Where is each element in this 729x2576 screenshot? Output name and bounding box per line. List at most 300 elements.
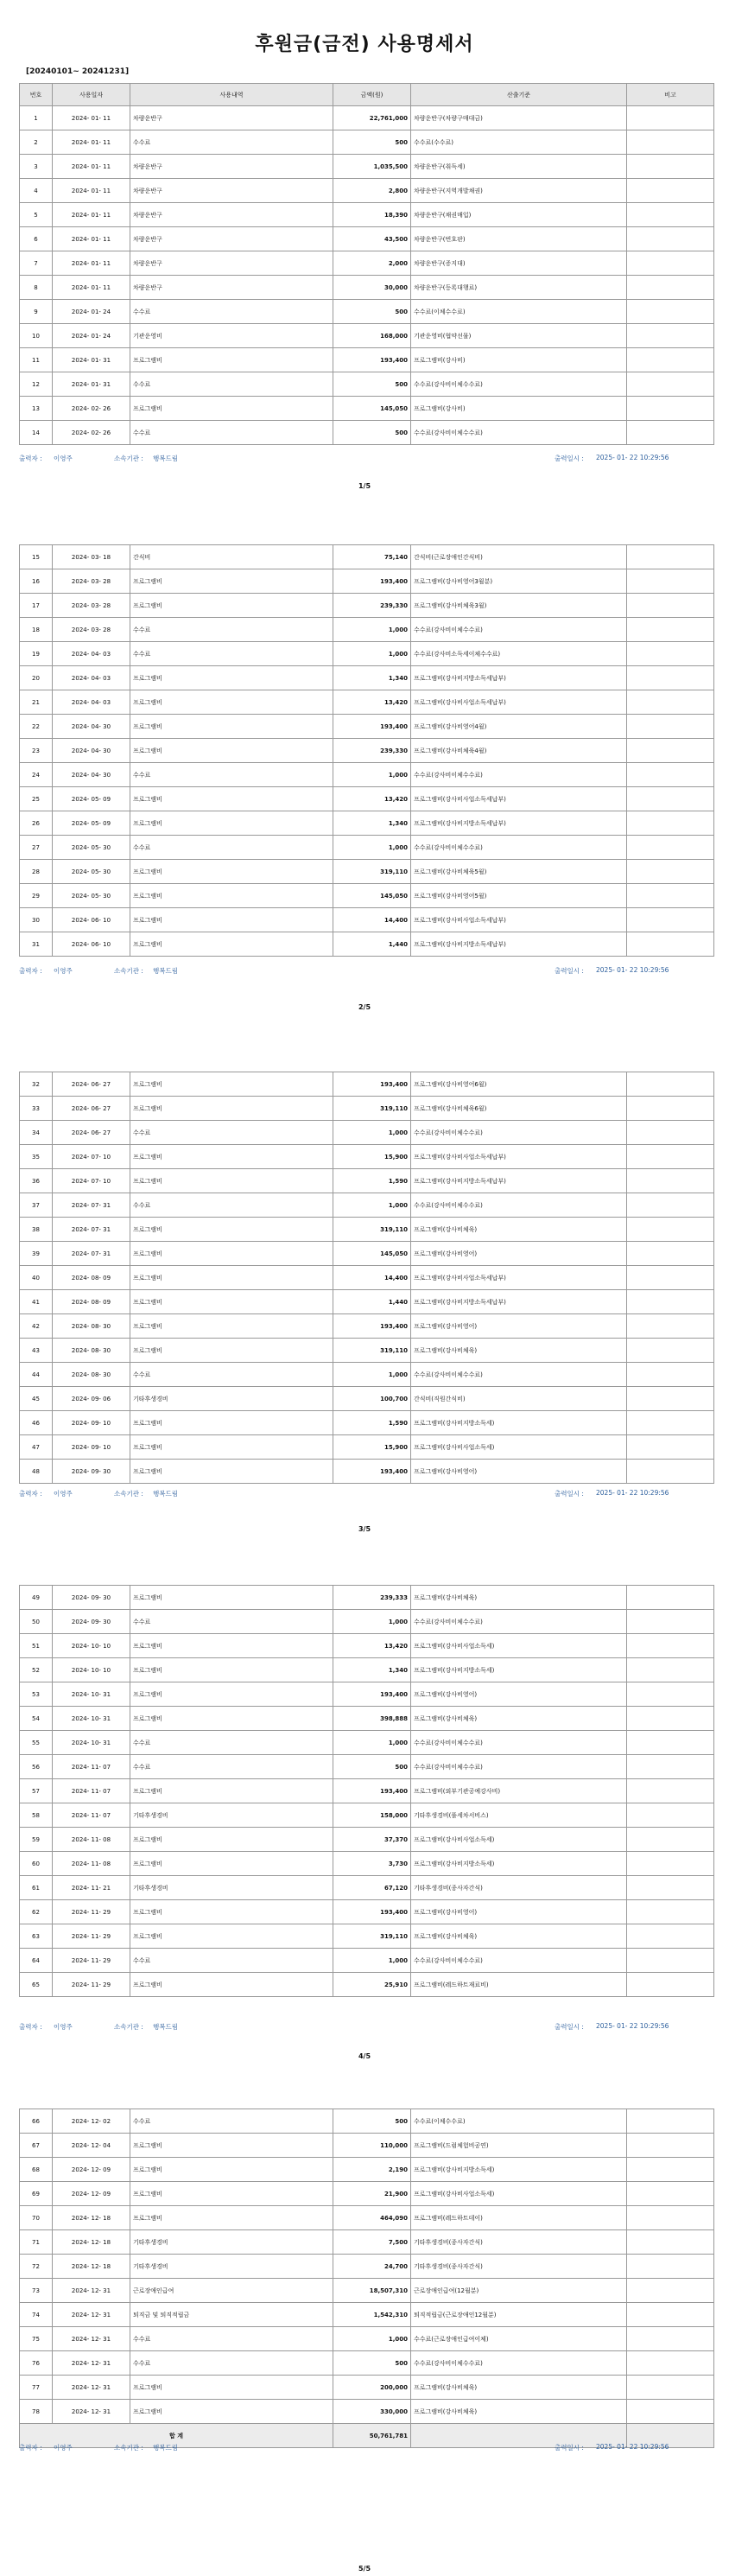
table-cell: 수수료(강사비이체수수료): [411, 1121, 627, 1145]
column-header: 비고: [627, 84, 714, 106]
table-row: [20, 1072, 714, 1097]
table-cell: 2024- 08- 09: [53, 1290, 130, 1314]
table-cell: 수수료(강사비이체수수료): [411, 421, 627, 445]
table-cell: 간식비(직원간식비): [411, 1387, 627, 1411]
table-cell: 30,000: [333, 276, 411, 300]
table-cell: 프로그램비(외부기관공예강사비): [411, 1779, 627, 1803]
printed-datetime: 2025- 01- 22 10:29:56: [596, 1489, 669, 1497]
table-cell: 차량운반구(차량구매대금): [411, 106, 627, 130]
table-cell: 수수료(근로장애인급여이체): [411, 2327, 627, 2351]
table-cell: 25: [20, 787, 53, 811]
expense-table-page-2: [19, 544, 714, 957]
table-cell: 1,542,310: [333, 2303, 411, 2327]
table-row: [20, 1586, 714, 1610]
table-row: [20, 2303, 714, 2327]
table-cell: 프로그램비(드럼체험비공연): [411, 2134, 627, 2158]
table-cell: 64: [20, 1949, 53, 1973]
table-cell: [627, 1803, 714, 1828]
creator-name: 이영주: [54, 455, 73, 462]
table-cell: 62: [20, 1900, 53, 1924]
table-cell: 프로그램비: [130, 690, 333, 715]
table-cell: 프로그램비: [130, 1145, 333, 1169]
table-cell: 52: [20, 1658, 53, 1682]
table-cell: 1,440: [333, 932, 411, 957]
table-cell: 2024- 09- 10: [53, 1411, 130, 1435]
table-cell: 193,400: [333, 1900, 411, 1924]
table-row: [20, 1121, 714, 1145]
table-row: [20, 932, 714, 957]
table-cell: [627, 1755, 714, 1779]
table-cell: 319,110: [333, 1924, 411, 1949]
table-cell: 21: [20, 690, 53, 715]
table-cell: [627, 1707, 714, 1731]
table-cell: 2024- 05- 09: [53, 811, 130, 836]
table-cell: 프로그램비: [130, 1242, 333, 1266]
table-cell: 2024- 01- 11: [53, 130, 130, 155]
table-cell: 프로그램비: [130, 1411, 333, 1435]
table-cell: 319,110: [333, 1097, 411, 1121]
table-cell: 2024- 12- 31: [53, 2376, 130, 2400]
creator-name: 이영주: [54, 2023, 73, 2031]
table-row: [20, 1900, 714, 1924]
table-row: [20, 739, 714, 763]
table-cell: 15,900: [333, 1145, 411, 1169]
table-cell: 45: [20, 1387, 53, 1411]
table-cell: 프로그램비(강사비체육): [411, 2376, 627, 2400]
table-cell: 19: [20, 642, 53, 666]
table-cell: 319,110: [333, 1218, 411, 1242]
printed-datetime: 2025- 01- 22 10:29:56: [596, 454, 669, 461]
table-cell: 프로그램비(강사비영어): [411, 1682, 627, 1707]
table-cell: [627, 324, 714, 348]
printed-label: 출력일시 :: [555, 1490, 584, 1498]
table-cell: 22,761,000: [333, 106, 411, 130]
table-cell: 프로그램비: [130, 1779, 333, 1803]
org-label: 소속기관 :: [114, 967, 143, 975]
table-cell: 프로그램비: [130, 739, 333, 763]
table-cell: 61: [20, 1876, 53, 1900]
table-cell: 2024- 09- 30: [53, 1610, 130, 1634]
table-row: [20, 155, 714, 179]
table-row: [20, 860, 714, 884]
table-row: [20, 2255, 714, 2279]
table-cell: 프로그램비: [130, 811, 333, 836]
page-number: 1/5: [358, 482, 371, 490]
table-cell: 수수료: [130, 2109, 333, 2134]
table-cell: [627, 1266, 714, 1290]
table-cell: 프로그램비(강사비사업소득세): [411, 1634, 627, 1658]
table-cell: 프로그램비(강사비사업소득세납부): [411, 1145, 627, 1169]
table-row: [20, 1731, 714, 1755]
table-cell: [627, 569, 714, 594]
table-cell: 69: [20, 2182, 53, 2206]
table-cell: 프로그램비: [130, 932, 333, 957]
table-cell: [627, 2255, 714, 2279]
table-cell: 26: [20, 811, 53, 836]
table-cell: 1,000: [333, 1610, 411, 1634]
table-cell: 프로그램비(강사비지방소득세): [411, 1411, 627, 1435]
table-cell: [627, 203, 714, 227]
table-cell: 23: [20, 739, 53, 763]
table-cell: 2024- 12- 31: [53, 2351, 130, 2376]
table-row: [20, 715, 714, 739]
table-cell: 수수료: [130, 1949, 333, 1973]
table-cell: 2024- 06- 27: [53, 1121, 130, 1145]
table-cell: 2024- 09- 30: [53, 1586, 130, 1610]
org-name: 행복드림: [153, 967, 178, 975]
table-cell: 퇴직금 및 퇴직적립금: [130, 2303, 333, 2327]
org-label: 소속기관 :: [114, 2444, 143, 2452]
table-cell: [627, 1634, 714, 1658]
table-cell: 193,400: [333, 569, 411, 594]
table-cell: 500: [333, 2351, 411, 2376]
table-cell: 수수료(강사비이체수수료): [411, 1363, 627, 1387]
creator-label: 출력자 :: [19, 2023, 42, 2031]
table-cell: 프로그램비: [130, 1828, 333, 1852]
table-cell: 500: [333, 2109, 411, 2134]
table-row: [20, 227, 714, 251]
table-cell: 49: [20, 1586, 53, 1610]
table-cell: [627, 1731, 714, 1755]
table-cell: 1,000: [333, 618, 411, 642]
table-cell: 3: [20, 155, 53, 179]
table-row: [20, 1610, 714, 1634]
table-cell: 프로그램비(강사비지방소득세납부): [411, 666, 627, 690]
table-cell: 2: [20, 130, 53, 155]
table-row: [20, 618, 714, 642]
table-cell: 프로그램비(강사비영어): [411, 1460, 627, 1484]
table-cell: 프로그램비: [130, 666, 333, 690]
table-cell: [627, 1779, 714, 1803]
table-cell: 수수료(강사비이체수수료): [411, 763, 627, 787]
table-row: [20, 1242, 714, 1266]
table-cell: 18,390: [333, 203, 411, 227]
table-cell: 11: [20, 348, 53, 372]
table-cell: 차량운반구(번호판): [411, 227, 627, 251]
table-cell: [627, 397, 714, 421]
table-cell: 수수료: [130, 618, 333, 642]
table-cell: 프로그램비(강사비지방소득세): [411, 1658, 627, 1682]
table-cell: 68: [20, 2158, 53, 2182]
table-cell: 차량운반구: [130, 251, 333, 276]
table-cell: 프로그램비: [130, 1290, 333, 1314]
table-cell: 18: [20, 618, 53, 642]
table-cell: 22: [20, 715, 53, 739]
column-header: 사용내역: [130, 84, 333, 106]
table-cell: 18,507,310: [333, 2279, 411, 2303]
document-title: 후원금(금전) 사용명세서: [255, 34, 474, 55]
printed-label: 출력일시 :: [555, 2444, 584, 2452]
table-cell: 24: [20, 763, 53, 787]
table-row: [20, 1145, 714, 1169]
table-cell: 145,050: [333, 884, 411, 908]
table-cell: 간식비(근로장애인간식비): [411, 545, 627, 569]
table-cell: 13: [20, 397, 53, 421]
table-cell: 1,000: [333, 836, 411, 860]
table-cell: 차량운반구: [130, 179, 333, 203]
table-cell: 2024- 01- 11: [53, 155, 130, 179]
table-cell: 수수료(강사비이체수수료): [411, 372, 627, 397]
table-cell: 56: [20, 1755, 53, 1779]
table-cell: 프로그램비(강사비영어6월): [411, 1072, 627, 1097]
table-cell: 193,400: [333, 1779, 411, 1803]
table-cell: 수수료(강사비이체수수료): [411, 618, 627, 642]
table-row: [20, 1363, 714, 1387]
table-cell: 2024- 12- 18: [53, 2206, 130, 2230]
total-label: 합 계: [20, 2424, 333, 2448]
table-row: [20, 763, 714, 787]
table-cell: 기타후생경비: [130, 1387, 333, 1411]
table-cell: 프로그램비(강사비지방소득세납부): [411, 811, 627, 836]
table-cell: [627, 739, 714, 763]
table-row: [20, 300, 714, 324]
creator-name: 이영주: [54, 967, 73, 975]
table-cell: 수수료: [130, 642, 333, 666]
table-cell: 500: [333, 1755, 411, 1779]
table-row: [20, 1339, 714, 1363]
table-cell: 수수료: [130, 1193, 333, 1218]
table-cell: 수수료: [130, 421, 333, 445]
table-row: [20, 1435, 714, 1460]
table-cell: 330,000: [333, 2400, 411, 2424]
creator-name: 이영주: [54, 2444, 73, 2452]
table-cell: [627, 1949, 714, 1973]
table-cell: 1,000: [333, 642, 411, 666]
table-cell: 30: [20, 908, 53, 932]
table-cell: 67,120: [333, 1876, 411, 1900]
table-cell: 464,090: [333, 2206, 411, 2230]
table-cell: 프로그램비: [130, 2400, 333, 2424]
table-cell: 1,440: [333, 1290, 411, 1314]
table-cell: [627, 251, 714, 276]
table-cell: 프로그램비: [130, 908, 333, 932]
table-cell: 76: [20, 2351, 53, 2376]
table-cell: 프로그램비(강사비사업소득세): [411, 1435, 627, 1460]
table-row: [20, 2158, 714, 2182]
table-cell: 2024- 11- 08: [53, 1852, 130, 1876]
table-cell: 프로그램비(강사비영어3월분): [411, 569, 627, 594]
table-cell: 프로그램비(강사비영어): [411, 1242, 627, 1266]
table-cell: 13,420: [333, 690, 411, 715]
table-cell: [627, 372, 714, 397]
table-cell: 7: [20, 251, 53, 276]
table-cell: 2024- 01- 11: [53, 106, 130, 130]
table-cell: 프로그램비(강사비): [411, 397, 627, 421]
table-cell: 프로그램비: [130, 1900, 333, 1924]
table-cell: 1,340: [333, 666, 411, 690]
table-cell: 2024- 01- 24: [53, 324, 130, 348]
creator-label: 출력자 :: [19, 455, 42, 462]
table-cell: 수수료: [130, 130, 333, 155]
table-cell: 프로그램비(강사비체육): [411, 2400, 627, 2424]
table-cell: 2024- 01- 11: [53, 251, 130, 276]
table-cell: 75: [20, 2327, 53, 2351]
table-cell: 2024- 07- 10: [53, 1169, 130, 1193]
table-cell: 2024- 11- 07: [53, 1755, 130, 1779]
table-cell: 프로그램비(강사비사업소득세납부): [411, 787, 627, 811]
table-cell: 수수료: [130, 372, 333, 397]
table-cell: [627, 690, 714, 715]
table-row: [20, 2400, 714, 2424]
table-row: [20, 1460, 714, 1484]
table-cell: 프로그램비: [130, 1218, 333, 1242]
table-cell: 프로그램비(강사비지방소득세): [411, 1852, 627, 1876]
table-cell: 2024- 10- 31: [53, 1731, 130, 1755]
table-cell: 수수료: [130, 763, 333, 787]
table-cell: 2024- 11- 08: [53, 1828, 130, 1852]
table-cell: 51: [20, 1634, 53, 1658]
table-cell: 16: [20, 569, 53, 594]
table-cell: 기타후생경비(종사자간식): [411, 2230, 627, 2255]
table-cell: 2024- 09- 06: [53, 1387, 130, 1411]
table-row: [20, 276, 714, 300]
table-cell: 168,000: [333, 324, 411, 348]
table-cell: 프로그램비(강사비사업소득세): [411, 2182, 627, 2206]
table-cell: 2024- 07- 10: [53, 1145, 130, 1169]
table-cell: 77: [20, 2376, 53, 2400]
table-cell: 차량운반구: [130, 106, 333, 130]
table-cell: 145,050: [333, 1242, 411, 1266]
table-row: [20, 179, 714, 203]
table-cell: 43: [20, 1339, 53, 1363]
table-cell: 프로그램비: [130, 2376, 333, 2400]
table-cell: [627, 2351, 714, 2376]
table-cell: 60: [20, 1852, 53, 1876]
table-cell: 2024- 11- 29: [53, 1949, 130, 1973]
table-cell: [627, 2279, 714, 2303]
table-row: [20, 1193, 714, 1218]
table-cell: 2024- 09- 30: [53, 1460, 130, 1484]
table-cell: 수수료: [130, 1363, 333, 1387]
table-cell: 프로그램비: [130, 1266, 333, 1290]
table-cell: [627, 155, 714, 179]
table-cell: 2024- 10- 10: [53, 1658, 130, 1682]
table-cell: 프로그램비(강사비사업소득세납부): [411, 690, 627, 715]
printed-datetime: 2025- 01- 22 10:29:56: [596, 966, 669, 974]
table-cell: 6: [20, 227, 53, 251]
table-cell: [627, 1876, 714, 1900]
table-cell: 239,333: [333, 1586, 411, 1610]
table-cell: 17: [20, 594, 53, 618]
table-cell: 50: [20, 1610, 53, 1634]
table-cell: [627, 545, 714, 569]
table-cell: 수수료(강사비이체수수료): [411, 1610, 627, 1634]
table-cell: 75,140: [333, 545, 411, 569]
table-cell: [627, 618, 714, 642]
table-header-row: [20, 84, 714, 106]
table-cell: 12: [20, 372, 53, 397]
table-row: [20, 1924, 714, 1949]
table-cell: 2024- 12- 09: [53, 2158, 130, 2182]
table-cell: 2024- 11- 07: [53, 1779, 130, 1803]
table-cell: [627, 1145, 714, 1169]
table-cell: 기관운영비: [130, 324, 333, 348]
table-cell: 65: [20, 1973, 53, 1997]
table-cell: 2024- 12- 09: [53, 2182, 130, 2206]
table-cell: 프로그램비: [130, 1682, 333, 1707]
table-cell: 200,000: [333, 2376, 411, 2400]
table-cell: 프로그램비: [130, 860, 333, 884]
table-cell: 2024- 12- 04: [53, 2134, 130, 2158]
table-row: [20, 324, 714, 348]
table-cell: 2024- 05- 09: [53, 787, 130, 811]
table-row: [20, 372, 714, 397]
table-cell: 2024- 11- 07: [53, 1803, 130, 1828]
printed-label: 출력일시 :: [555, 967, 584, 975]
table-cell: 2,000: [333, 251, 411, 276]
table-cell: 63: [20, 1924, 53, 1949]
table-cell: [627, 1435, 714, 1460]
table-cell: 차량운반구: [130, 227, 333, 251]
table-cell: 2024- 12- 31: [53, 2327, 130, 2351]
table-cell: 근로장애인급여(12월분): [411, 2279, 627, 2303]
table-cell: [627, 2182, 714, 2206]
table-cell: 1,000: [333, 2327, 411, 2351]
table-cell: 2024- 12- 18: [53, 2255, 130, 2279]
table-row: [20, 2230, 714, 2255]
table-cell: 2024- 06- 27: [53, 1097, 130, 1121]
table-cell: 24,700: [333, 2255, 411, 2279]
table-cell: [627, 1411, 714, 1435]
table-cell: 1,000: [333, 763, 411, 787]
table-cell: [627, 179, 714, 203]
table-cell: [627, 2206, 714, 2230]
table-cell: 프로그램비(강사비체육): [411, 1707, 627, 1731]
table-cell: [627, 1193, 714, 1218]
table-cell: 239,330: [333, 594, 411, 618]
table-cell: 수수료: [130, 2327, 333, 2351]
table-row: [20, 1707, 714, 1731]
table-cell: 프로그램비: [130, 1460, 333, 1484]
printed-datetime: 2025- 01- 22 10:29:56: [596, 2443, 669, 2451]
table-cell: 차량운반구(채권매입): [411, 203, 627, 227]
table-cell: [627, 1460, 714, 1484]
table-row: [20, 1314, 714, 1339]
table-cell: [627, 2327, 714, 2351]
table-cell: 13,420: [333, 787, 411, 811]
table-cell: 54: [20, 1707, 53, 1731]
table-cell: 수수료(강사비이체수수료): [411, 1755, 627, 1779]
table-cell: 프로그램비: [130, 1634, 333, 1658]
table-cell: 2024- 01- 31: [53, 348, 130, 372]
table-cell: 43,500: [333, 227, 411, 251]
table-cell: 프로그램비(강사비지방소득세납부): [411, 932, 627, 957]
table-cell: 15: [20, 545, 53, 569]
table-cell: 2024- 04- 03: [53, 666, 130, 690]
table-row: [20, 569, 714, 594]
table-row: [20, 1218, 714, 1242]
table-cell: [627, 1363, 714, 1387]
table-cell: 프로그램비(강사비체육): [411, 1339, 627, 1363]
table-cell: 25,910: [333, 1973, 411, 1997]
table-cell: 193,400: [333, 1072, 411, 1097]
table-cell: 프로그램비: [130, 2206, 333, 2230]
table-row: [20, 2206, 714, 2230]
table-cell: 수수료(강사비이체수수료): [411, 836, 627, 860]
table-row: [20, 1852, 714, 1876]
table-cell: 398,888: [333, 1707, 411, 1731]
table-row: [20, 1803, 714, 1828]
table-cell: 기타후생경비: [130, 1803, 333, 1828]
table-row: [20, 811, 714, 836]
table-row: [20, 421, 714, 445]
table-cell: [627, 348, 714, 372]
table-row: [20, 1266, 714, 1290]
table-cell: 프로그램비: [130, 1314, 333, 1339]
table-cell: [627, 787, 714, 811]
table-cell: 2024- 12- 31: [53, 2400, 130, 2424]
table-cell: 2024- 10- 10: [53, 1634, 130, 1658]
